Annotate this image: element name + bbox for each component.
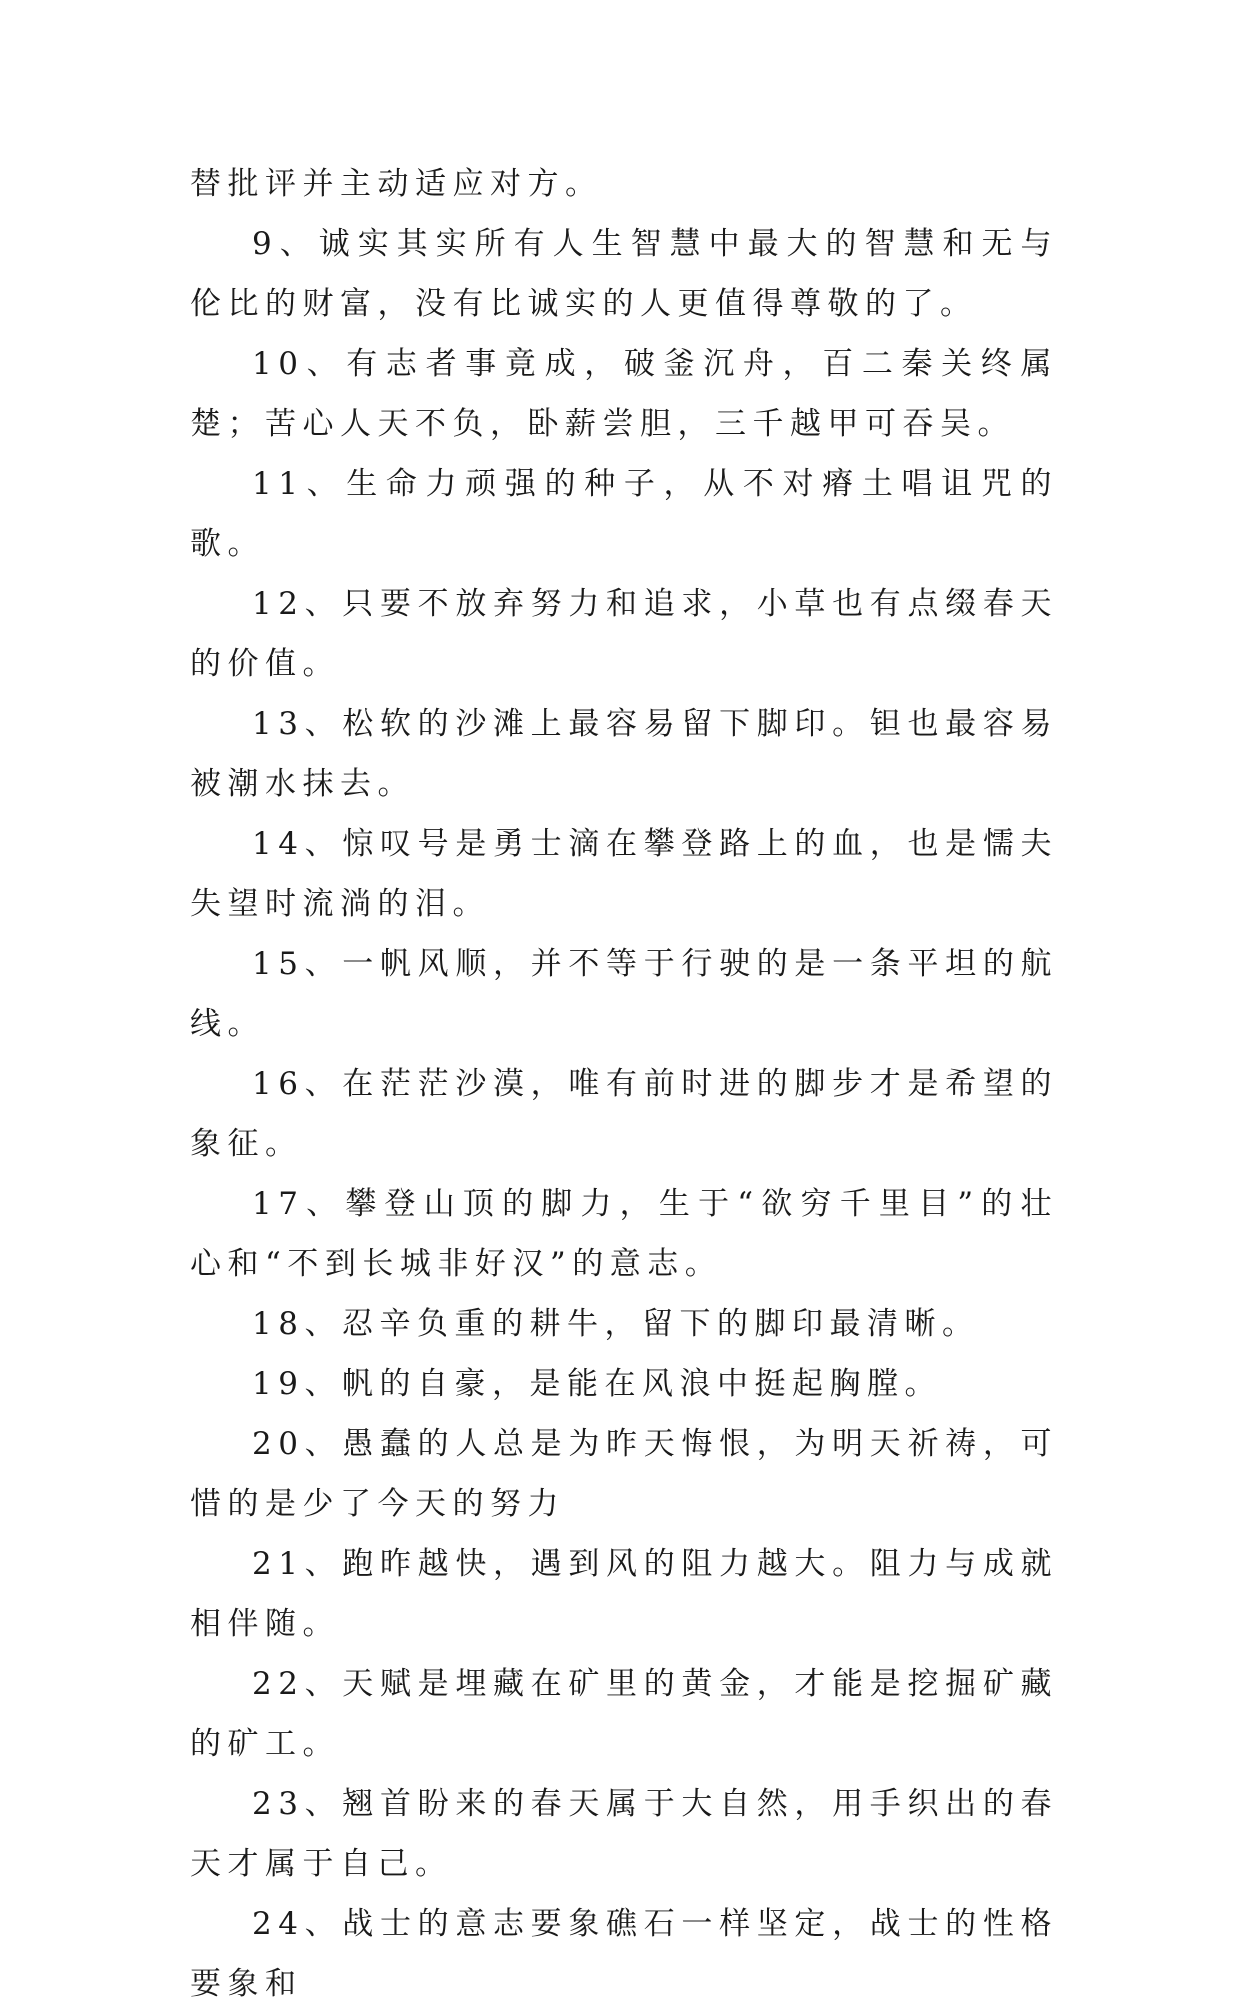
paragraph-item-23: 23、翘首盼来的春天属于大自然，用手织出的春天才属于自己。 xyxy=(190,1786,1058,1882)
paragraph-item-10: 10、有志者事竟成，破釜沉舟，百二秦关终属楚；苦心人天不负，卧薪尝胆，三千越甲可吞吴。 xyxy=(190,346,1058,442)
paragraph-item-15: 15、一帆风顺，并不等于行驶的是一条平坦的航线。 xyxy=(190,946,1058,1042)
paragraph-item-22: 22、天赋是埋藏在矿里的黄金，才能是挖掘矿藏的矿工。 xyxy=(190,1666,1058,1762)
paragraph-item-17: 17、攀登山顶的脚力，生于“欲穷千里目”的壮心和“不到长城非好汉”的意志。 xyxy=(190,1186,1058,1282)
paragraph-item-19: 19、帆的自豪，是能在风浪中挺起胸膛。 xyxy=(252,1366,942,1402)
paragraph-item-9: 9、诚实其实所有人生智慧中最大的智慧和无与伦比的财富，没有比诚实的人更值得尊敬的了。 xyxy=(190,226,1058,322)
paragraph-item-11: 11、生命力顽强的种子，从不对瘠土唱诅咒的歌。 xyxy=(190,466,1058,562)
paragraph-item-13: 13、松软的沙滩上最容易留下脚印。钽也最容易被潮水抹去。 xyxy=(190,706,1058,802)
paragraph-item-20: 20、愚蠢的人总是为昨天悔恨，为明天祈祷，可惜的是少了今天的努力 xyxy=(190,1426,1058,1522)
paragraph-item-16: 16、在茫茫沙漠，唯有前时进的脚步才是希望的象征。 xyxy=(190,1066,1058,1162)
paragraph-continuation: 替批评并主动适应对方。 xyxy=(190,166,603,202)
document-body xyxy=(190,154,1058,2014)
paragraph-item-21: 21、跑昨越快，遇到风的阻力越大。阻力与成就相伴随。 xyxy=(190,1546,1058,1642)
paragraph-item-18: 18、忍辛负重的耕牛，留下的脚印最清晰。 xyxy=(252,1306,980,1342)
paragraph-item-24: 24、战士的意志要象礁石一样坚定，战士的性格要象和 xyxy=(190,1906,1058,2002)
paragraph-item-14: 14、惊叹号是勇士滴在攀登路上的血，也是懦夫失望时流淌的泪。 xyxy=(190,826,1058,922)
paragraph-item-12: 12、只要不放弃努力和追求，小草也有点缀春天的价值。 xyxy=(190,586,1058,682)
